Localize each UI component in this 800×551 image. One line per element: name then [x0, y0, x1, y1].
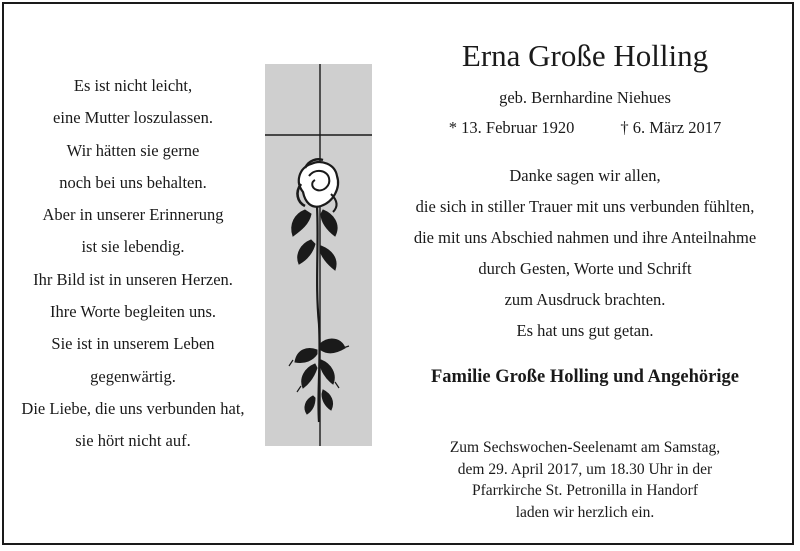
- thanks-line: Danke sagen wir allen,: [509, 166, 661, 185]
- poem-line: Sie ist in unserem Leben: [51, 334, 215, 354]
- poem-line: eine Mutter loszulassen.: [53, 108, 213, 128]
- service-line: Zum Sechswochen-Seelenamt am Samstag,: [449, 439, 721, 456]
- panel-artwork: [265, 64, 372, 446]
- service-notice: [385, 437, 785, 523]
- poem-line: sie hört nicht auf.: [75, 431, 191, 451]
- poem: [8, 70, 258, 458]
- death-date: † 6. März 2017: [620, 118, 722, 137]
- birth-name: geb. Bernhardine Niehues: [499, 88, 671, 107]
- thanks-line: die mit uns Abschied nahmen und ihre Anteilnahme: [413, 228, 757, 247]
- birth-date: * 13. Februar 1920: [448, 118, 575, 137]
- thanks-line: zum Ausdruck brachten.: [504, 290, 666, 309]
- poem-line: Wir hätten sie gerne: [66, 140, 200, 160]
- poem-line: Aber in unserer Erinnerung: [42, 205, 224, 225]
- thanks-text: [380, 160, 790, 346]
- poem-line: noch bei uns behalten.: [59, 172, 207, 192]
- service-line: Pfarrkirche St. Petronilla in Handorf: [472, 482, 698, 499]
- service-line: dem 29. April 2017, um 18.30 Uhr in der: [457, 460, 713, 478]
- poem-line: gegenwärtig.: [90, 366, 176, 386]
- thanks-line: durch Gesten, Worte und Schrift: [478, 259, 692, 278]
- thanks-line: Es hat uns gut getan.: [516, 321, 654, 340]
- poem-line: Es ist nicht leicht,: [73, 76, 193, 95]
- poem-line: Ihre Worte begleiten uns.: [49, 302, 217, 322]
- memorial-panel: [265, 64, 372, 446]
- deceased-name: Erna Große Holling: [461, 38, 709, 73]
- poem-line: ist sie lebendig.: [81, 237, 185, 257]
- service-line: laden wir herzlich ein.: [515, 503, 655, 521]
- rose-icon: [289, 159, 349, 422]
- thanks-line: die sich in stiller Trauer mit uns verbunden fühlten,: [415, 197, 755, 216]
- life-dates: [385, 116, 785, 140]
- poem-line: Ihr Bild ist in unseren Herzen.: [33, 269, 233, 289]
- poem-line: Die Liebe, die uns verbunden hat,: [21, 398, 245, 418]
- family-signature: Familie Große Holling und Angehörige: [430, 367, 739, 387]
